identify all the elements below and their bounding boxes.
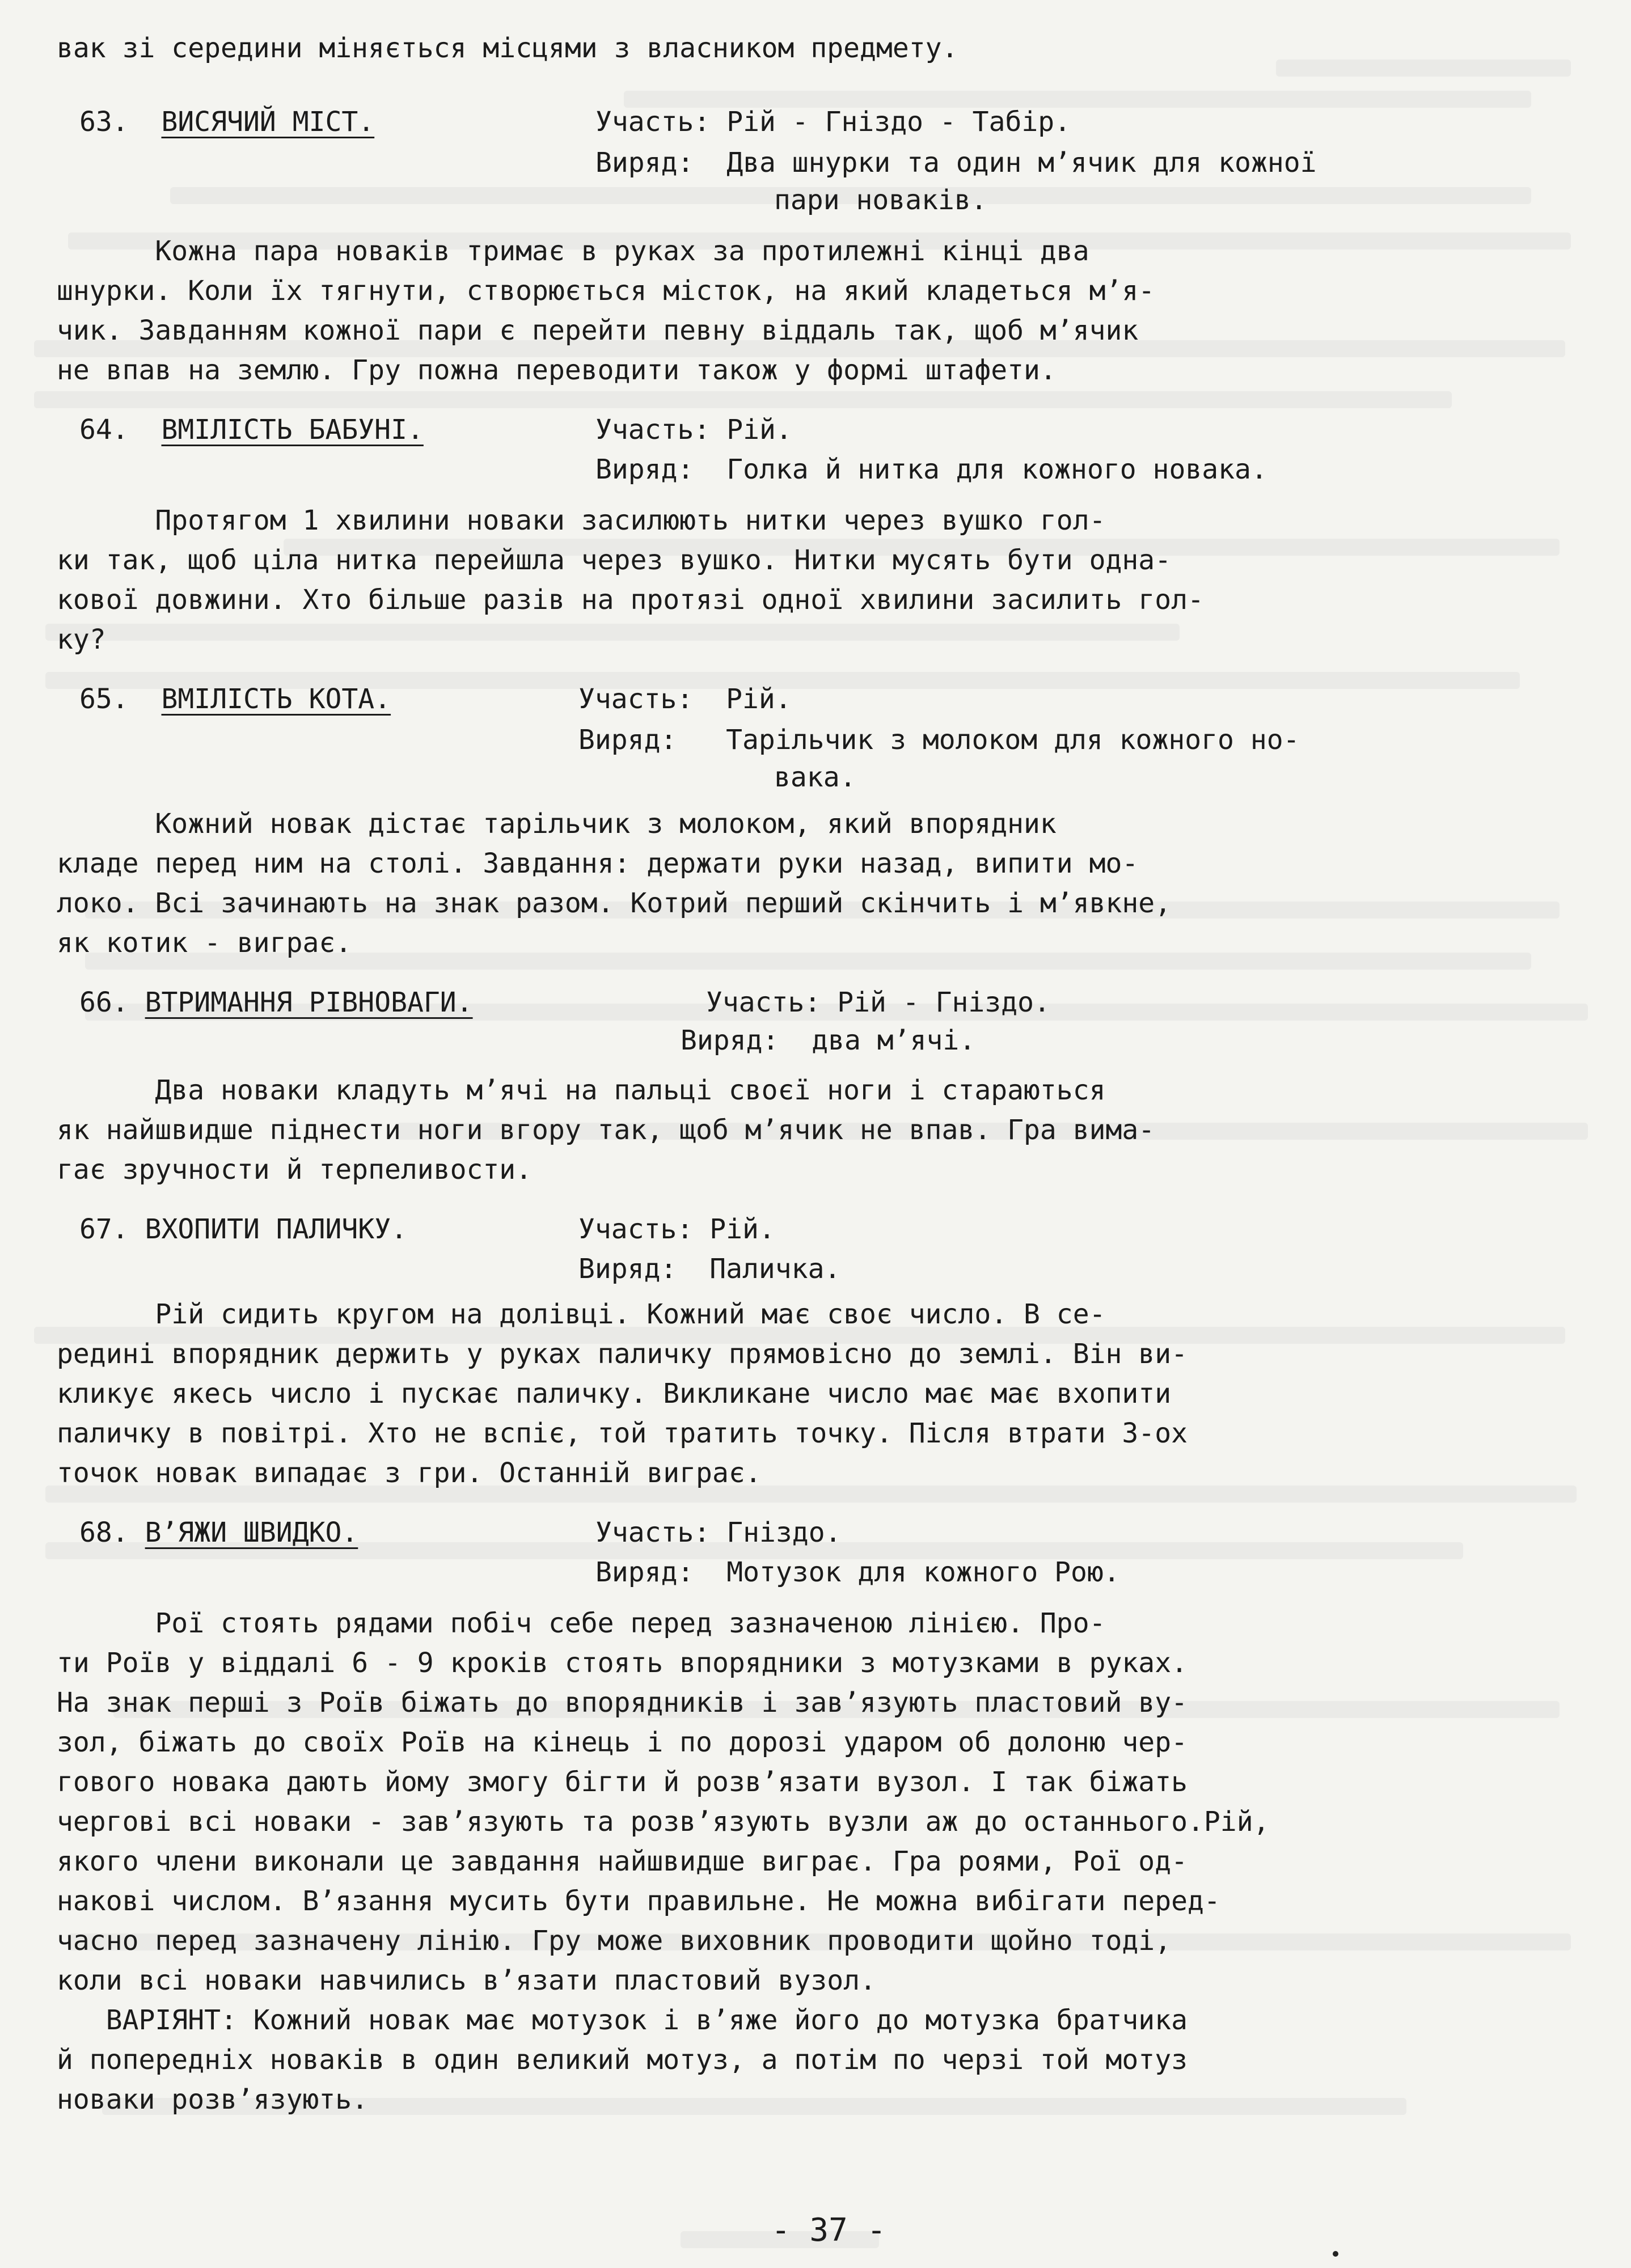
game-64-body-line: Протягом 1 хвилини новаки засилюють нитки через вушко гол- — [57, 505, 1106, 536]
game-66-body-line: гає зручности й терпеливости. — [57, 1154, 533, 1186]
game-65-body-line: як котик - виграє. — [57, 927, 352, 959]
participation-value: Рій - Гніздо - Табір. — [726, 106, 1071, 138]
game-66-number: 66. — [79, 987, 129, 1018]
game-67-body-line: кликує якесь число і пускає паличку. Викликане число має має вхопити — [57, 1378, 1172, 1410]
participation-label: Участь: — [578, 1213, 694, 1245]
game-68-body-line: якого члени виконали це завдання найшвидше виграє. Гра роями, Рої од- — [57, 1846, 1188, 1877]
equipment-label: Виряд: — [595, 454, 694, 485]
game-67-body-line: паличку в повітрі. Хто не вспіє, той тратить точку. Після втрати 3-ох — [57, 1417, 1188, 1449]
game-63-number: 63. — [79, 106, 129, 138]
game-63-body-line: Кожна пара новаків тримає в руках за протилежні кінці два — [57, 235, 1089, 267]
participation-label: Участь: — [706, 987, 821, 1018]
game-65-body-line: кладе перед ним на столі. Завдання: держати руки назад, випити мо- — [57, 848, 1139, 879]
game-68-body-line: Рої стоять рядами побіч себе перед зазначеною лінією. Про- — [57, 1607, 1106, 1639]
game-66-body-line: як найшвидше піднести ноги вгору так, щоб м’ячик не впав. Гра вима- — [57, 1114, 1155, 1146]
participation-value: Рій. — [726, 683, 792, 715]
game-68-equipment — [595, 1548, 1120, 1597]
participation-label: Участь: — [578, 683, 694, 715]
game-68-variant-line: ВАРІЯНТ: Кожний новак має мотузок і в’яже його до мотузка братчика — [57, 2004, 1188, 2036]
participation-value: Рій. — [709, 1213, 775, 1245]
game-68-title: В’ЯЖИ ШВИДКО. — [145, 1517, 358, 1548]
equipment-value: Два шнурки та один м’ячик для кожної — [726, 147, 1317, 179]
equipment-value: Мотузок для кожного Рою. — [726, 1556, 1120, 1588]
game-67-equipment — [578, 1245, 840, 1293]
ink-dot — [1333, 2251, 1338, 2257]
equipment-value: Паличка. — [709, 1253, 841, 1285]
participation-label: Участь: — [595, 414, 711, 446]
game-68-body-line: накові числом. В’язання мусить бути правильне. Не можна вибігати перед- — [57, 1885, 1220, 1917]
equipment-value: Голка й нитка для кожного новака. — [726, 454, 1267, 485]
game-66-body-line: Два новаки кладуть м’ячі на пальці своєї ноги і стараються — [57, 1074, 1106, 1106]
equipment-label: Виряд: — [595, 1556, 694, 1588]
game-68-variant-line: новаки розв’язують. — [57, 2084, 369, 2115]
game-67-body-line: Рій сидить кругом на долівці. Кожний має своє число. В се- — [57, 1298, 1106, 1330]
game-63-title: ВИСЯЧИЙ МІСТ. — [161, 106, 375, 138]
game-68-body-line: зол, біжать до своїх Роїв на кінець і по дорозі ударом об долоню чер- — [57, 1727, 1188, 1758]
equipment-label: Виряд: — [595, 147, 694, 179]
intro-line: вак зі середини міняється місцями з власником предмету. — [57, 32, 958, 64]
game-67-body-line: точок новак випадає з гри. Останній виграє. — [57, 1457, 762, 1489]
game-65-equipment-cont: вака. — [774, 761, 856, 793]
game-68-body-line: На знак перші з Роїв біжать до впорядників і зав’язують пластовий ву- — [57, 1687, 1188, 1719]
equipment-value: Тарільчик з молоком для кожного но- — [726, 724, 1300, 756]
page-number: - 37 - — [771, 2212, 886, 2249]
equipment-label: Виряд: — [681, 1025, 779, 1056]
game-65-heading — [79, 675, 391, 723]
participation-label: Участь: — [595, 106, 711, 138]
game-64-equipment — [595, 445, 1267, 494]
game-68-variant-line: й попередніх новаків в один великий мотуз, а потім по черзі той мотуз — [57, 2044, 1188, 2076]
equipment-label: Виряд: — [578, 1253, 677, 1285]
game-67-body-line: редині впорядник держить у руках паличку прямовісно до землі. Він ви- — [57, 1338, 1188, 1370]
game-66-title: ВТРИМАННЯ РІВНОВАГИ. — [145, 987, 473, 1018]
game-68-body-line: гового новака дають йому змогу бігти й розв’язати вузол. І так біжать — [57, 1766, 1188, 1798]
game-64-body-line: ки так, щоб ціла нитка перейшла через вушко. Нитки мусять бути одна- — [57, 544, 1172, 576]
game-68-body-line: ти Роїв у віддалі 6 - 9 кроків стоять впорядники з мотузками в руках. — [57, 1647, 1188, 1679]
participation-value: Рій - Гніздо. — [837, 987, 1050, 1018]
game-63-body-line: чик. Завданням кожної пари є перейти певну віддаль так, щоб м’ячик — [57, 315, 1139, 346]
game-64-body-line: ку? — [57, 624, 106, 655]
game-66-heading — [79, 978, 473, 1027]
participation-label: Участь: — [595, 1517, 711, 1548]
game-64-heading — [79, 405, 424, 454]
game-68-number: 68. — [79, 1517, 129, 1548]
game-68-body-line: чергові всі новаки - зав’язують та розв’язують вузли аж до останнього.Рій, — [57, 1806, 1270, 1838]
game-64-number: 64. — [79, 414, 129, 446]
game-64-body-line: кової довжини. Хто більше разів на протязі одної хвилини засилить гол- — [57, 584, 1204, 616]
participation-value: Рій. — [726, 414, 792, 446]
equipment-label: Виряд: — [578, 724, 677, 756]
game-67-number: 67. — [79, 1213, 129, 1245]
game-63-body-line: шнурки. Коли їх тягнути, створюється місток, на який кладеться м’я- — [57, 275, 1155, 307]
game-65-equipment — [578, 716, 1300, 764]
game-68-body-line: коли всі новаки навчились в’язати пластовий вузол. — [57, 1965, 876, 1996]
game-65-title: ВМІЛІСТЬ КОТА. — [161, 683, 391, 715]
game-65-body-line: Кожний новак дістає тарільчик з молоком, який впорядник — [57, 808, 1057, 840]
game-63-body-line: не впав на землю. Гру пожна переводити також у формі штафети. — [57, 354, 1057, 386]
game-65-body-line: локо. Всі зачинають на знак разом. Котрий перший скінчить і м’явкне, — [57, 887, 1172, 919]
game-63-heading — [79, 98, 374, 146]
game-67-heading — [79, 1205, 407, 1254]
equipment-value: два м’ячі. — [812, 1025, 976, 1056]
game-68-heading — [79, 1508, 358, 1557]
game-63-equipment-cont: пари новаків. — [774, 184, 987, 216]
game-65-number: 65. — [79, 683, 129, 715]
participation-value: Гніздо. — [726, 1517, 842, 1548]
game-68-body-line: часно перед зазначену лінію. Гру може виховник проводити щойно тоді, — [57, 1925, 1172, 1957]
game-66-equipment — [681, 1016, 975, 1065]
game-64-title: ВМІЛІСТЬ БАБУНІ. — [161, 414, 424, 446]
game-67-title: ВХОПИТИ ПАЛИЧКУ. — [145, 1213, 407, 1245]
